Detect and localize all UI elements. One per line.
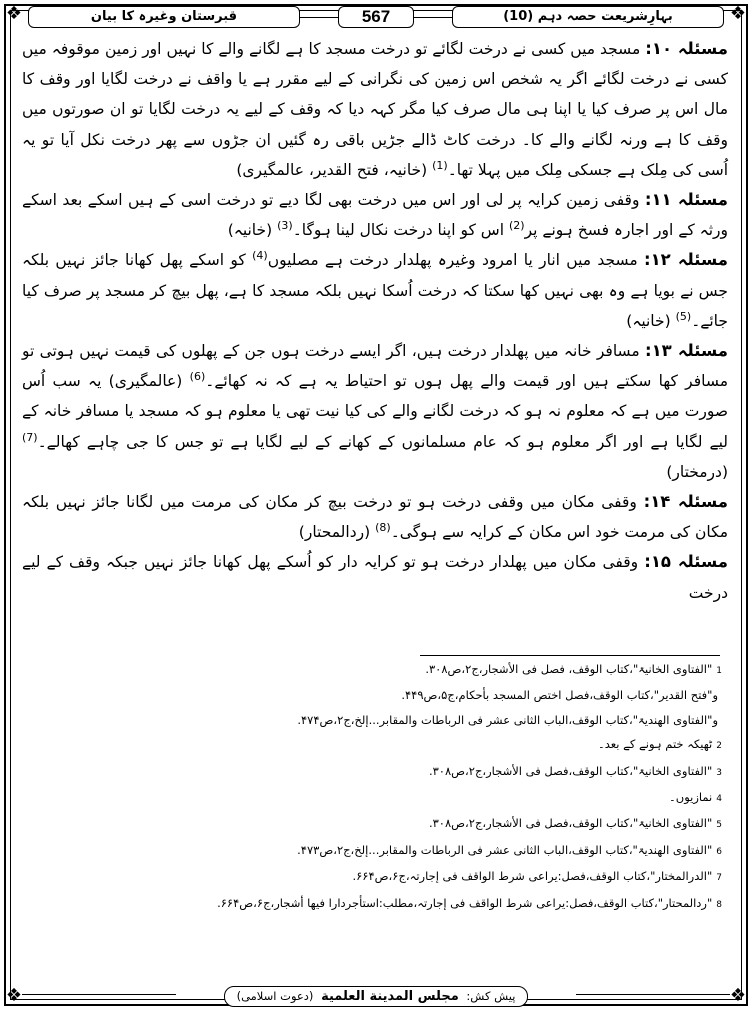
corner-ornament-icon: ❖ [729, 3, 747, 24]
footnote-item [32, 864, 722, 890]
footnote-item [32, 683, 722, 707]
footnote-item [32, 891, 722, 917]
masala-text: مسافر خانہ میں پھلدار درخت ہیں، اگر ایسے درخت ہوں جن کے پھلوں کی قیمت نہیں ہوتی تو مسافر کھا سکتے ہیں اور قیمت والے پھل ہوں تو احتیاط یہ ہے کہ نہ کھائے۔ [22, 342, 728, 391]
footnote-text: "الفتاوی الخانیۃ"،کتاب الوقف،فصل فی الأشجار،ج۲،ص۳۰۸. [428, 816, 713, 831]
footnotes [32, 657, 722, 917]
footnote-item [32, 811, 722, 837]
footnote-text: ٹھیکہ ختم ہونے کے بعد۔ [597, 737, 713, 752]
header-divider [300, 17, 338, 18]
page-number: 567 [338, 6, 414, 28]
footnote-text: "الفتاوی الخانیۃ"،کتاب الوقف،فصل فی الأشجار،ج۲،ص۳۰۸. [428, 763, 713, 778]
footnote-text: "الفتاوی الخانیۃ"،کتاب الوقف، فصل فی الأشجار،ج۲،ص۳۰۸. [425, 662, 713, 676]
footnote-item [32, 708, 722, 732]
masala-15 [22, 547, 728, 607]
masala-12 [22, 245, 728, 336]
masala-text: مسجد میں کسی نے درخت لگائے تو درخت مسجد کا ہے لگانے والے کا نہیں اور زمین موقوفہ میں کسی نے درخت لگائے اگر یہ شخص اس زمین کی نگرانی کے لیے مقرر ہے یا واقف نے درخت لگایا اور وقف کا مال اس پر صرف کیا یا اپنا ہی مال صرف کیا مگر کہہ دیا کہ وقف کے لیے یہ درخت لگایا تو ان صورتوں میں وقف کا ہے ورنہ لگانے والے کا۔ درخت کاٹ ڈالے جڑیں باقی رہ گئیں ان جڑوں سے پھر درخت نکل آیا تو یہ اُسی کی مِلک ہے جسکی مِلک میں پہلا تھا۔ [22, 40, 728, 179]
footnote-ref: (7) [22, 430, 38, 444]
publisher-name: مجلس المدينة العلمية [321, 989, 459, 1004]
footnote-text: و"الفتاوی الھندیۃ"،کتاب الوقف،الباب الثانی عشر فی الرباطات والمقابر...إلخ،ج۲،ص۴۷۴. [297, 712, 718, 727]
footnote-ref: (5) [675, 309, 692, 323]
footnote-number: 4 [716, 794, 722, 805]
masala-13 [22, 336, 728, 487]
organization-name: (دعوت اسلامی) [236, 989, 314, 1003]
footnote-number: 8 [716, 899, 722, 910]
masala-label: مسئلہ ۱۵: [644, 552, 728, 572]
publisher-badge [224, 986, 529, 1007]
footer-rule [22, 994, 176, 995]
masala-text: وقفی مکان میں پھلدار درخت ہو تو کرایہ دار کو اُسکے پھل کھانا جائز نہیں جبکہ وقف کے لیے درخت [22, 553, 728, 602]
footnote-ref: (1) [432, 158, 448, 172]
masala-label: مسئلہ ۱۳: [645, 341, 729, 361]
footnote-number: 7 [716, 873, 722, 884]
citation: (درمختار) [666, 462, 728, 481]
masala-14 [22, 487, 728, 547]
footnote-item [32, 759, 722, 785]
page-header [28, 6, 724, 30]
footnote-item [32, 732, 722, 758]
corner-ornament-icon: ❖ [5, 3, 23, 24]
masala-label: مسئلہ ۱۱: [644, 190, 728, 210]
citation: (خانیہ) [626, 311, 671, 330]
masala-text: مسجد میں انار یا امرود وغیرہ پھلدار درخت ہے مصلیوں [267, 251, 638, 270]
page-footer [176, 985, 576, 1005]
footnote-ref: (8) [375, 521, 391, 535]
citation: (خانیہ) [227, 221, 273, 240]
masala-11 [22, 185, 728, 245]
presenter-label: پیش کش: [466, 989, 516, 1003]
footnote-number: 6 [716, 846, 722, 857]
footnote-ref: (3) [277, 219, 293, 233]
masala-text: وقفی زمین کرایہ پر لی اور اس میں درخت بھی لگا دیے تو درخت اسی کے ہیں اسکے بعد اسکے ورثہ کے اور اجارہ فسخ ہونے پر [22, 191, 728, 240]
footnote-text: "الفتاوی الھندیۃ"،کتاب الوقف،الباب الثانی عشر فی الرباطات والمقابر...إلخ،ج۲،ص۴۷۳. [297, 842, 713, 857]
masala-label: مسئلہ ۱۲: [643, 250, 728, 270]
footnote-number: 1 [716, 666, 722, 676]
footnote-number: 3 [716, 767, 722, 778]
footnote-number: 5 [716, 820, 722, 831]
masala-text: وقفی مکان میں وقفی درخت ہو تو درخت بیچ کر مکان کی مرمت میں لگانا جائز نہیں بلکہ مکان کی مرمت خود اس مکان کے کرایہ سے ہوگی۔ [22, 493, 728, 542]
corner-ornament-icon: ❖ [729, 985, 747, 1006]
footnote-text: "ردالمحتار"،کتاب الوقف،فصل:یراعی شرط الواقف فی إجارتہ،مطلب:استأجردارا فیھا أشجار،ج۶،ص۶۶۴. [217, 895, 713, 910]
masala-text: اس کو اپنا درخت نکال لینا ہوگا۔ [292, 221, 505, 240]
citation: (خانیہ، فتح القدیر، عالمگیری) [236, 160, 428, 179]
footnote-ref: (4) [252, 249, 268, 263]
footnote-ref: (6) [189, 370, 206, 384]
header-divider [414, 17, 452, 18]
book-title: بہارِشریعت حصہ دہم (10) [452, 6, 724, 28]
masala-text: (عالمگیری) یہ سب اُس صورت میں ہے کہ معلوم نہ ہو کہ درخت لگانے والے کی کیا نیت تھی یا معلوم ہو کہ مسجد یا مسافر خانہ کے لیے لگایا ہے اور اگر معلوم ہو کہ عام مسلمانوں کے کھانے کے لیے لگایا ہے تو جس کا جی چاہے کھالے۔ [22, 372, 728, 451]
main-text [22, 34, 728, 608]
footnote-text: و"فتح القدیر"،کتاب الوقف،فصل اختص المسجد بأحکام،ج۵،ص۴۴۹. [401, 688, 718, 703]
footnote-item [32, 785, 722, 811]
footnote-item [32, 657, 722, 683]
masala-label: مسئلہ ۱۴: [643, 492, 728, 512]
masala-text: کو اسکے پھل کھانا جائز نہیں بلکہ جس نے بویا ہے وہ بھی نہیں کھا سکتا کہ درخت اُسکا نہیں بلکہ مسجد کا ہے، پھل بیچ کر مسجد پر صرف کیا جائے۔ [22, 251, 728, 330]
masala-label: مسئلہ ۱۰: [645, 39, 729, 58]
footnote-text: نمازیوں۔ [669, 790, 713, 805]
citation: (ردالمحتار) [298, 523, 371, 542]
masala-10 [22, 34, 728, 185]
footer-rule [576, 994, 730, 995]
footnote-separator [420, 655, 720, 656]
footnote-item [32, 838, 722, 864]
footnote-ref: (2) [508, 219, 525, 233]
corner-ornament-icon: ❖ [5, 985, 23, 1006]
footnote-number: 2 [716, 741, 722, 752]
footnote-text: "الدرالمختار"،کتاب الوقف،فصل:یراعی شرط الواقف فی إجارتہ،ج۶،ص۶۶۴. [352, 869, 713, 884]
chapter-title: قبرستان وغیرہ کا بیان [28, 6, 300, 28]
